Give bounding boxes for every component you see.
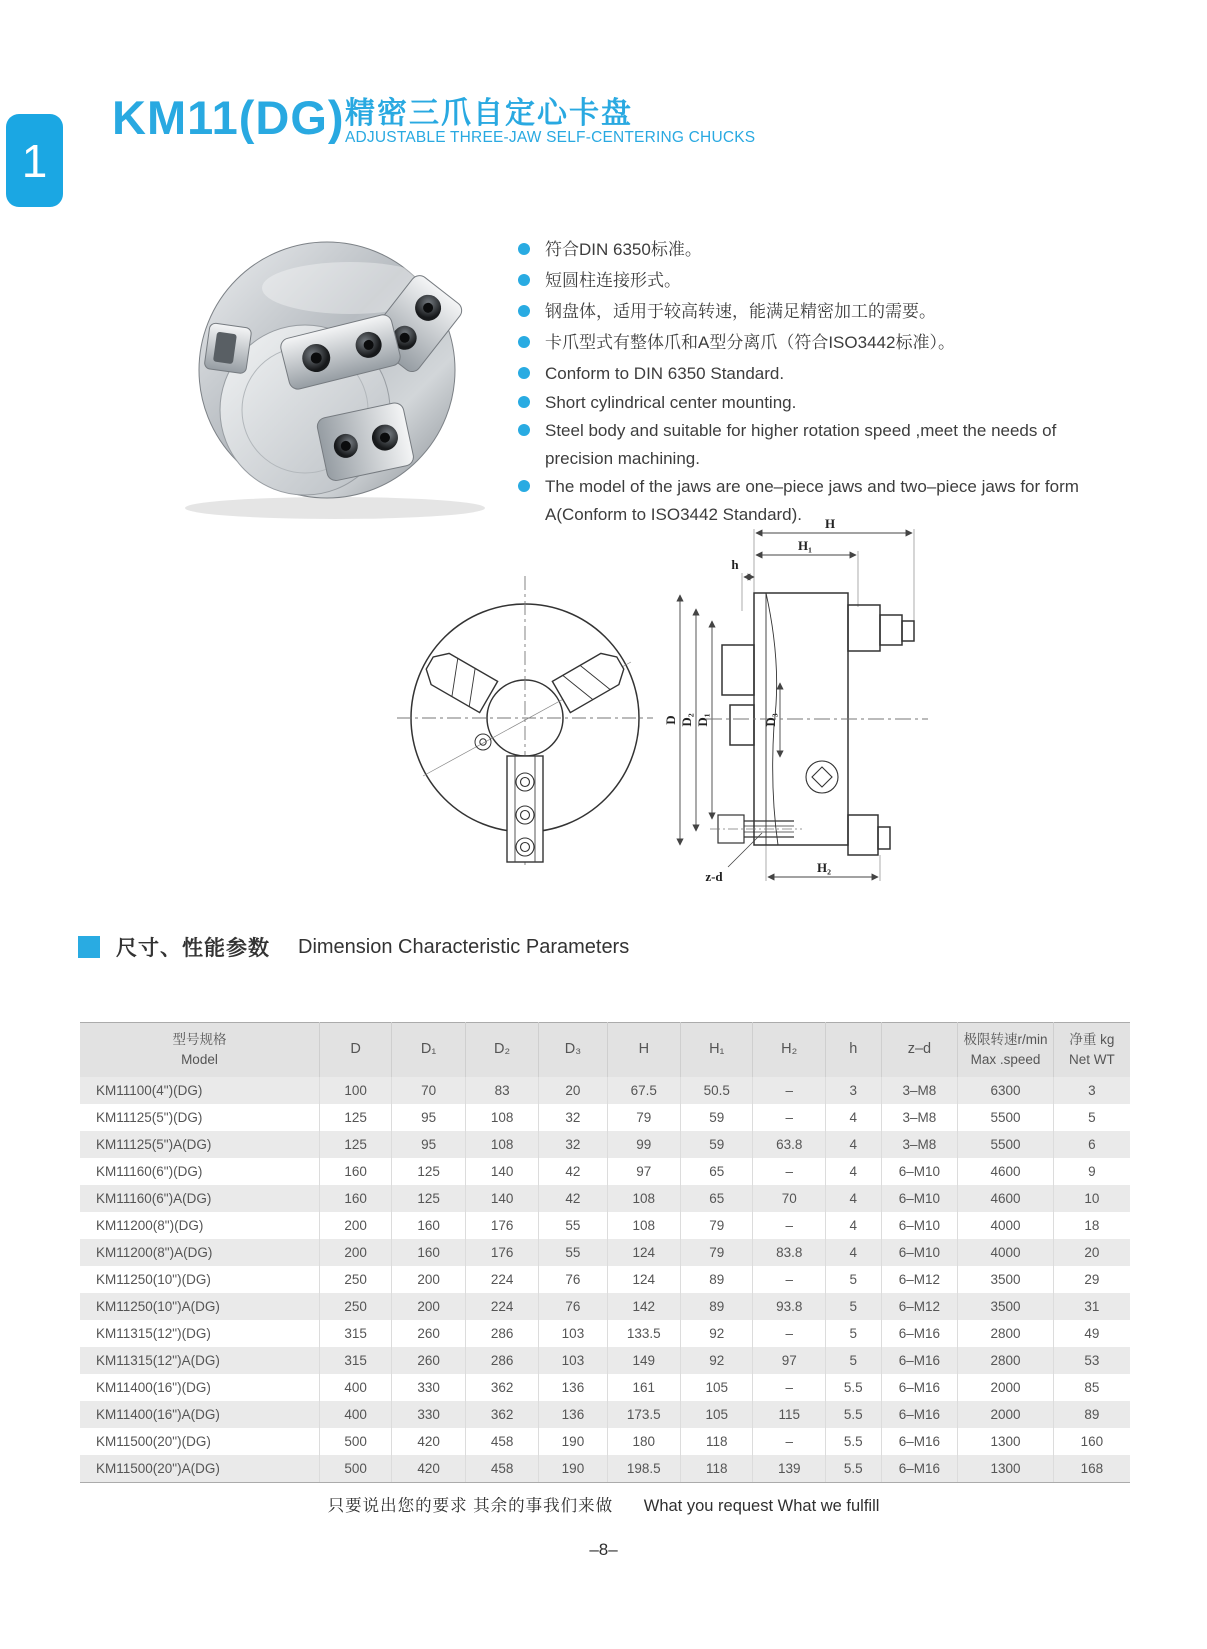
value-cell: 79 bbox=[607, 1104, 680, 1131]
value-cell: 32 bbox=[539, 1104, 607, 1131]
dim-label-zd: z-d bbox=[705, 869, 723, 884]
value-cell: – bbox=[753, 1158, 825, 1185]
value-cell: 6–M16 bbox=[881, 1428, 958, 1455]
value-cell: 70 bbox=[753, 1185, 825, 1212]
dim-label-D: D bbox=[663, 715, 678, 725]
model-cell: KM11400(16")(DG) bbox=[80, 1374, 319, 1401]
model-cell: KM11200(8")A(DG) bbox=[80, 1239, 319, 1266]
section-title-en: Dimension Characteristic Parameters bbox=[298, 935, 630, 958]
bullet-icon bbox=[518, 305, 530, 317]
dim-label-H1: H₁ bbox=[797, 538, 813, 553]
table-row bbox=[80, 1401, 1130, 1428]
model-cell: KM11125(5")(DG) bbox=[80, 1104, 319, 1131]
feature-text: The model of the jaws are one–piece jaws and two–piece jaws for form A(Conform to ISO3442 Standard). bbox=[545, 477, 1079, 524]
value-cell: 6–M16 bbox=[881, 1374, 958, 1401]
bullet-icon bbox=[518, 396, 530, 408]
column-header: D₃ bbox=[539, 1023, 607, 1078]
value-cell: 250 bbox=[319, 1293, 391, 1320]
value-cell: 180 bbox=[607, 1428, 680, 1455]
feature-item bbox=[518, 234, 1103, 265]
value-cell: 6–M16 bbox=[881, 1320, 958, 1347]
dim-label-D2: D₂ bbox=[679, 713, 694, 727]
value-cell: 125 bbox=[392, 1158, 465, 1185]
value-cell: 9 bbox=[1088, 1164, 1096, 1179]
value-cell: 160 bbox=[392, 1239, 465, 1266]
value-cell: 89 bbox=[681, 1293, 753, 1320]
model-cell: KM11500(20")(DG) bbox=[80, 1428, 319, 1455]
value-cell: 4600 bbox=[958, 1158, 1054, 1185]
value-cell: 49 bbox=[1084, 1326, 1100, 1341]
feature-text: 符合DIN 6350标准。 bbox=[545, 240, 702, 259]
bullet-icon bbox=[518, 424, 530, 436]
value-cell: 6 bbox=[1088, 1137, 1096, 1152]
side-view-drawing bbox=[662, 515, 937, 900]
footer-tagline-en: What you request What we fulfill bbox=[643, 1497, 880, 1515]
value-cell: 160 bbox=[319, 1158, 391, 1185]
column-header: h bbox=[825, 1023, 881, 1078]
page-number: –8– bbox=[589, 1540, 618, 1559]
value-cell: 5 bbox=[825, 1347, 881, 1374]
value-cell: 65 bbox=[681, 1185, 753, 1212]
value-cell: 5500 bbox=[958, 1131, 1054, 1158]
value-cell: 160 bbox=[319, 1185, 391, 1212]
value-cell: 92 bbox=[681, 1347, 753, 1374]
feature-text: 短圆柱连接形式。 bbox=[545, 271, 681, 290]
column-header: D₁ bbox=[392, 1023, 465, 1078]
feature-text: 卡爪型式有整体爪和A型分离爪（符合ISO3442标准）。 bbox=[545, 333, 955, 352]
value-cell: 124 bbox=[607, 1266, 680, 1293]
value-cell: 5.5 bbox=[825, 1401, 881, 1428]
section-marker-icon bbox=[78, 936, 100, 958]
value-cell: 136 bbox=[539, 1401, 607, 1428]
dim-label-h: h bbox=[731, 557, 739, 572]
value-cell: 92 bbox=[681, 1320, 753, 1347]
value-cell: 118 bbox=[681, 1428, 753, 1455]
value-cell: 6–M16 bbox=[881, 1401, 958, 1428]
value-cell: 2000 bbox=[958, 1374, 1054, 1401]
table-section-header bbox=[78, 932, 629, 962]
value-cell: 95 bbox=[392, 1131, 465, 1158]
value-cell: 250 bbox=[319, 1266, 391, 1293]
value-cell: 97 bbox=[753, 1347, 825, 1374]
features-cn bbox=[518, 234, 1103, 358]
value-cell: 125 bbox=[392, 1185, 465, 1212]
value-cell: 315 bbox=[319, 1347, 391, 1374]
value-cell: 140 bbox=[465, 1185, 538, 1212]
model-cell: KM11160(6")(DG) bbox=[80, 1158, 319, 1185]
value-cell: 5500 bbox=[958, 1104, 1054, 1131]
feature-text: Short cylindrical center mounting. bbox=[545, 392, 797, 412]
product-photo bbox=[155, 230, 510, 525]
value-cell: 139 bbox=[753, 1455, 825, 1483]
value-cell: 200 bbox=[392, 1266, 465, 1293]
value-cell: 50.5 bbox=[681, 1077, 753, 1104]
feature-item bbox=[518, 327, 1103, 358]
value-cell: 6–M12 bbox=[881, 1293, 958, 1320]
value-cell: 89 bbox=[681, 1266, 753, 1293]
value-cell: 5.5 bbox=[825, 1374, 881, 1401]
features-en bbox=[518, 360, 1103, 529]
section-title-cn: 尺寸、性能参数 bbox=[116, 937, 270, 960]
feature-text: 钢盘体，适用于较高转速，能满足精密加工的需要。 bbox=[545, 302, 936, 321]
table-row bbox=[80, 1131, 1130, 1158]
value-cell: 1300 bbox=[958, 1428, 1054, 1455]
value-cell: 32 bbox=[539, 1131, 607, 1158]
value-cell: – bbox=[753, 1266, 825, 1293]
value-cell: 65 bbox=[681, 1158, 753, 1185]
column-header: z–d bbox=[881, 1023, 958, 1078]
value-cell: 176 bbox=[465, 1212, 538, 1239]
table-row bbox=[80, 1185, 1130, 1212]
value-cell: 89 bbox=[1084, 1407, 1100, 1422]
value-cell: 42 bbox=[539, 1185, 607, 1212]
value-cell: – bbox=[753, 1428, 825, 1455]
table-row bbox=[80, 1266, 1130, 1293]
value-cell: 2800 bbox=[958, 1347, 1054, 1374]
value-cell: 93.8 bbox=[753, 1293, 825, 1320]
model-cell: KM11250(10")A(DG) bbox=[80, 1293, 319, 1320]
value-cell: 95 bbox=[392, 1104, 465, 1131]
model-cell: KM11400(16")A(DG) bbox=[80, 1401, 319, 1428]
value-cell: 176 bbox=[465, 1239, 538, 1266]
value-cell: 330 bbox=[392, 1374, 465, 1401]
value-cell: 5 bbox=[1088, 1110, 1096, 1125]
column-header: H bbox=[607, 1023, 680, 1078]
value-cell: 190 bbox=[539, 1455, 607, 1483]
value-cell: 42 bbox=[539, 1158, 607, 1185]
value-cell: 6–M10 bbox=[881, 1185, 958, 1212]
bullet-icon bbox=[518, 367, 530, 379]
value-cell: 160 bbox=[1080, 1434, 1104, 1449]
value-cell: 149 bbox=[607, 1347, 680, 1374]
value-cell: 4 bbox=[825, 1158, 881, 1185]
value-cell: 125 bbox=[319, 1104, 391, 1131]
column-header: D bbox=[319, 1023, 391, 1078]
feature-text: Conform to DIN 6350 Standard. bbox=[545, 364, 785, 383]
value-cell: 6–M16 bbox=[881, 1455, 958, 1483]
model-cell: KM11125(5")A(DG) bbox=[80, 1131, 319, 1158]
bullet-icon bbox=[518, 480, 530, 492]
value-cell: – bbox=[753, 1077, 825, 1104]
value-cell: 3500 bbox=[958, 1293, 1054, 1320]
value-cell: 55 bbox=[539, 1239, 607, 1266]
table-row bbox=[80, 1158, 1130, 1185]
value-cell: 70 bbox=[392, 1077, 465, 1104]
value-cell: 6300 bbox=[958, 1077, 1054, 1104]
value-cell: 362 bbox=[465, 1401, 538, 1428]
value-cell: 6–M10 bbox=[881, 1212, 958, 1239]
value-cell: 3–M8 bbox=[881, 1077, 958, 1104]
value-cell: – bbox=[753, 1104, 825, 1131]
value-cell: 3500 bbox=[958, 1266, 1054, 1293]
value-cell: 190 bbox=[539, 1428, 607, 1455]
feature-item bbox=[518, 389, 1103, 417]
value-cell: 20 bbox=[539, 1077, 607, 1104]
value-cell: 118 bbox=[681, 1455, 753, 1483]
value-cell: 362 bbox=[465, 1374, 538, 1401]
value-cell: 76 bbox=[539, 1266, 607, 1293]
value-cell: 5 bbox=[825, 1293, 881, 1320]
value-cell: 330 bbox=[392, 1401, 465, 1428]
value-cell: 4 bbox=[825, 1239, 881, 1266]
product-title-en: ADJUSTABLE THREE-JAW SELF-CENTERING CHUCKS bbox=[345, 129, 756, 146]
value-cell: 6–M12 bbox=[881, 1266, 958, 1293]
column-header: 净重 kg Net WT bbox=[1053, 1023, 1130, 1078]
value-cell: 420 bbox=[392, 1428, 465, 1455]
table-row bbox=[80, 1212, 1130, 1239]
value-cell: 79 bbox=[681, 1239, 753, 1266]
value-cell: 103 bbox=[539, 1347, 607, 1374]
section-number-tab bbox=[6, 114, 63, 207]
value-cell: 105 bbox=[681, 1401, 753, 1428]
model-cell: KM11315(12")(DG) bbox=[80, 1320, 319, 1347]
value-cell: 200 bbox=[392, 1293, 465, 1320]
value-cell: 286 bbox=[465, 1320, 538, 1347]
value-cell: 400 bbox=[319, 1374, 391, 1401]
value-cell: 6–M16 bbox=[881, 1347, 958, 1374]
table-row bbox=[80, 1239, 1130, 1266]
value-cell: 458 bbox=[465, 1428, 538, 1455]
footer-tagline bbox=[0, 1492, 1207, 1516]
value-cell: 108 bbox=[607, 1185, 680, 1212]
model-cell: KM11100(4")(DG) bbox=[80, 1077, 319, 1104]
value-cell: 500 bbox=[319, 1428, 391, 1455]
value-cell: 108 bbox=[465, 1104, 538, 1131]
value-cell: 103 bbox=[539, 1320, 607, 1347]
bullet-icon bbox=[518, 274, 530, 286]
value-cell: 160 bbox=[392, 1212, 465, 1239]
value-cell: 5 bbox=[825, 1266, 881, 1293]
column-header: D₂ bbox=[465, 1023, 538, 1078]
table-row bbox=[80, 1455, 1130, 1483]
column-header: 型号规格 Model bbox=[80, 1023, 319, 1078]
table-body bbox=[80, 1077, 1130, 1483]
value-cell: 3 bbox=[825, 1077, 881, 1104]
value-cell: – bbox=[753, 1212, 825, 1239]
value-cell: 161 bbox=[607, 1374, 680, 1401]
value-cell: 133.5 bbox=[607, 1320, 680, 1347]
column-header: H₂ bbox=[753, 1023, 825, 1078]
value-cell: 6–M10 bbox=[881, 1239, 958, 1266]
value-cell: 5 bbox=[825, 1320, 881, 1347]
value-cell: 315 bbox=[319, 1320, 391, 1347]
value-cell: 3–M8 bbox=[881, 1104, 958, 1131]
page-title: KM11(DG) bbox=[112, 91, 345, 144]
dim-label-H2: H₂ bbox=[816, 860, 832, 875]
dimensions-table bbox=[80, 1022, 1130, 1483]
column-header: 极限转速r/min Max .speed bbox=[958, 1023, 1054, 1078]
value-cell: 79 bbox=[681, 1212, 753, 1239]
value-cell: 4000 bbox=[958, 1239, 1054, 1266]
value-cell: 31 bbox=[1084, 1299, 1100, 1314]
model-cell: KM11250(10")(DG) bbox=[80, 1266, 319, 1293]
feature-text: Steel body and suitable for higher rotation speed ,meet the needs of precision machining. bbox=[545, 421, 1057, 468]
product-title-cn: 精密三爪自定心卡盘 bbox=[345, 97, 633, 130]
dim-label-D3: D₃ bbox=[763, 713, 778, 727]
value-cell: 500 bbox=[319, 1455, 391, 1483]
value-cell: 125 bbox=[319, 1131, 391, 1158]
value-cell: 108 bbox=[607, 1212, 680, 1239]
value-cell: 53 bbox=[1084, 1353, 1100, 1368]
value-cell: 4 bbox=[825, 1131, 881, 1158]
value-cell: 18 bbox=[1084, 1218, 1100, 1233]
value-cell: 142 bbox=[607, 1293, 680, 1320]
model-cell: KM11500(20")A(DG) bbox=[80, 1455, 319, 1483]
chuck-photo-illustration bbox=[155, 230, 510, 525]
value-cell: 140 bbox=[465, 1158, 538, 1185]
value-cell: 4 bbox=[825, 1185, 881, 1212]
value-cell: 168 bbox=[1053, 1455, 1130, 1483]
feature-item bbox=[518, 417, 1103, 472]
value-cell: 29 bbox=[1084, 1272, 1100, 1287]
table-row bbox=[80, 1077, 1130, 1104]
value-cell: 3 bbox=[1088, 1083, 1096, 1098]
table-row bbox=[80, 1104, 1130, 1131]
value-cell: 260 bbox=[392, 1320, 465, 1347]
value-cell: 3–M8 bbox=[881, 1131, 958, 1158]
value-cell: – bbox=[753, 1374, 825, 1401]
value-cell: 136 bbox=[539, 1374, 607, 1401]
value-cell: 5.5 bbox=[825, 1455, 881, 1483]
table-row bbox=[80, 1320, 1130, 1347]
table-row bbox=[80, 1374, 1130, 1401]
value-cell: 124 bbox=[607, 1239, 680, 1266]
value-cell: 420 bbox=[392, 1455, 465, 1483]
value-cell: 105 bbox=[681, 1374, 753, 1401]
value-cell: 173.5 bbox=[607, 1401, 680, 1428]
value-cell: 1300 bbox=[958, 1455, 1054, 1483]
value-cell: 4000 bbox=[958, 1212, 1054, 1239]
value-cell: 400 bbox=[319, 1401, 391, 1428]
value-cell: 4 bbox=[825, 1104, 881, 1131]
value-cell: 55 bbox=[539, 1212, 607, 1239]
value-cell: 260 bbox=[392, 1347, 465, 1374]
dim-label-H: H bbox=[824, 516, 836, 531]
value-cell: 286 bbox=[465, 1347, 538, 1374]
value-cell: 200 bbox=[319, 1239, 391, 1266]
value-cell: 100 bbox=[319, 1077, 391, 1104]
model-cell: KM11315(12")A(DG) bbox=[80, 1347, 319, 1374]
value-cell: 59 bbox=[681, 1131, 753, 1158]
column-header: H₁ bbox=[681, 1023, 753, 1078]
value-cell: 458 bbox=[465, 1455, 538, 1483]
value-cell: 63.8 bbox=[753, 1131, 825, 1158]
value-cell: 97 bbox=[607, 1158, 680, 1185]
value-cell: 224 bbox=[465, 1293, 538, 1320]
bullet-icon bbox=[518, 336, 530, 348]
value-cell: 99 bbox=[607, 1131, 680, 1158]
value-cell: 2800 bbox=[958, 1320, 1054, 1347]
value-cell: 200 bbox=[319, 1212, 391, 1239]
bullet-icon bbox=[518, 243, 530, 255]
table-row bbox=[80, 1428, 1130, 1455]
feature-item bbox=[518, 265, 1103, 296]
model-cell: KM11200(8")(DG) bbox=[80, 1212, 319, 1239]
feature-item bbox=[518, 296, 1103, 327]
value-cell: 108 bbox=[465, 1131, 538, 1158]
value-cell: 67.5 bbox=[607, 1077, 680, 1104]
value-cell: 10 bbox=[1084, 1191, 1100, 1206]
value-cell: 83.8 bbox=[753, 1239, 825, 1266]
value-cell: 2000 bbox=[958, 1401, 1054, 1428]
value-cell: 4600 bbox=[958, 1185, 1054, 1212]
value-cell: 20 bbox=[1084, 1245, 1100, 1260]
value-cell: 115 bbox=[753, 1401, 825, 1428]
value-cell: 76 bbox=[539, 1293, 607, 1320]
model-cell: KM11160(6")A(DG) bbox=[80, 1185, 319, 1212]
table-row bbox=[80, 1293, 1130, 1320]
dim-label-D1: D₁ bbox=[695, 713, 710, 727]
value-cell: 198.5 bbox=[607, 1455, 680, 1483]
table-row bbox=[80, 1347, 1130, 1374]
value-cell: 5.5 bbox=[825, 1428, 881, 1455]
section-number: 1 bbox=[21, 134, 48, 187]
front-view-drawing bbox=[385, 570, 670, 870]
value-cell: 224 bbox=[465, 1266, 538, 1293]
footer-tagline-cn: 只要说出您的要求 其余的事我们来做 bbox=[327, 1497, 614, 1515]
value-cell: – bbox=[753, 1320, 825, 1347]
value-cell: 6–M10 bbox=[881, 1158, 958, 1185]
feature-item bbox=[518, 360, 1103, 388]
value-cell: 59 bbox=[681, 1104, 753, 1131]
value-cell: 83 bbox=[465, 1077, 538, 1104]
value-cell: 85 bbox=[1084, 1380, 1100, 1395]
table-header-row bbox=[80, 1023, 1130, 1078]
value-cell: 4 bbox=[825, 1212, 881, 1239]
